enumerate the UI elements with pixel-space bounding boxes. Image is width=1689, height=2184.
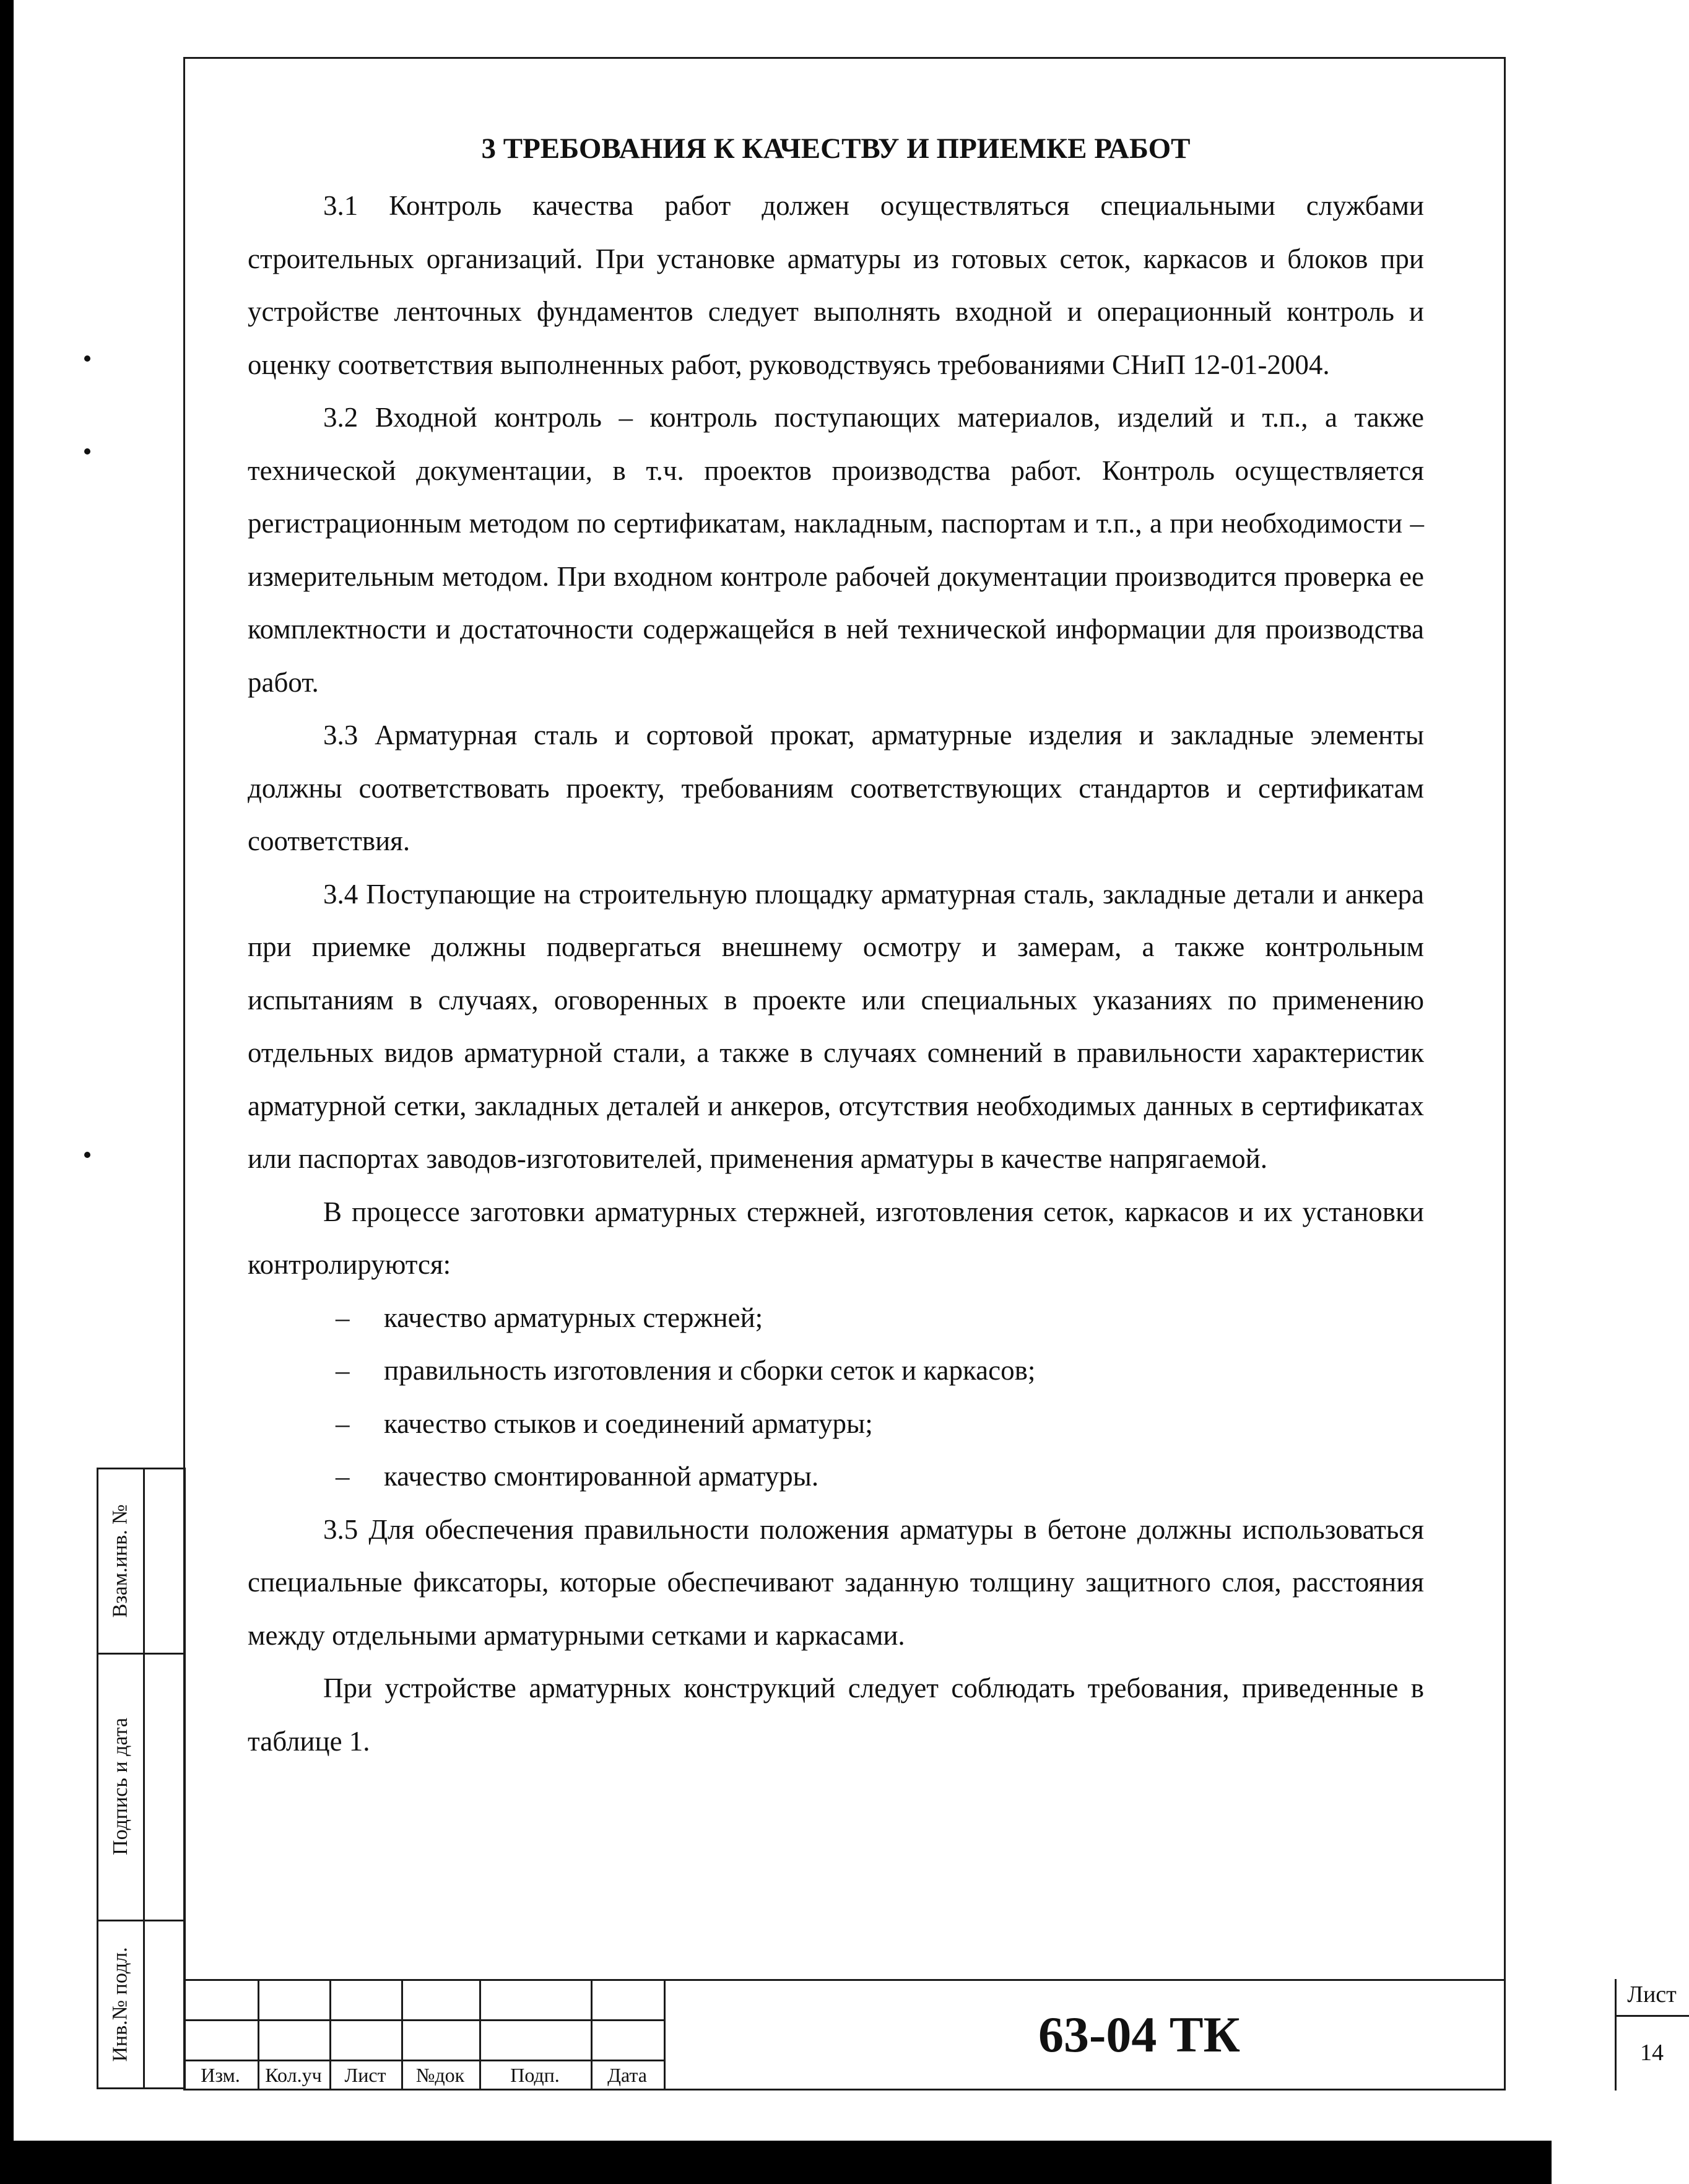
list-item [248,1292,1424,1345]
sheet-label: Лист [1627,1982,1677,2008]
list-item [248,1450,1424,1503]
document-code: 63-04 ТК [1038,2006,1240,2063]
title-block-header: №док [415,2063,465,2086]
title-block-header: Кол.уч [265,2063,322,2086]
list-item [248,1344,1424,1398]
side-label-replacement-inv: Взам.инв. № [109,1504,132,1618]
paragraph-table-ref: При устройстве арматурных конструкций следует соблюдать требования, приведенные в таблице 1. [248,1673,1424,1757]
list-item-text: качество смонтированной арматуры. [384,1461,819,1492]
list-item [248,1398,1424,1451]
side-cell-original-inv [98,1920,143,2089]
title-block-header: Дата [607,2063,647,2086]
sheet-number: 14 [1640,2040,1664,2066]
title-block-header: Лист [344,2063,386,2086]
list-item-text: качество арматурных стержней; [384,1302,763,1333]
paragraph-3-5: 3.5 Для обеспечения правильности положения арматуры в бетоне должны использоваться специальные фиксаторы, которые обеспечивают заданную толщину защитного слоя, расстояния между отдельными арматурными сетками и каркасами. [248,1513,1424,1651]
title-block-header: Изм. [201,2063,240,2086]
paragraph-3-2: 3.2 Входной контроль – контроль поступающих материалов, изделий и т.п., а также технической документации, в т.ч. проектов производства работ. Контроль осуществляется регистрационным методом по сертификатам, накладным, паспортам и т.п., а при необходимости – измерительным методом. При входном контроле рабочей документации производится проверка ее комплектности и достаточности содержащейся в ней технической информации для производства работ. [248,402,1424,698]
paragraph-3-3: 3.3 Арматурная сталь и сортовой прокат, арматурные изделия и закладные элементы должны соответствовать проекту, требованиям соответствующих стандартов и сертификатам соответствия. [248,720,1424,856]
side-label-original-inv: Инв.№ подл. [109,1947,132,2062]
side-stamp-divider [143,1469,145,2087]
list-item-text: правильность изготовления и сборки сеток и каркасов; [384,1355,1036,1386]
title-block-header: Подп. [510,2063,560,2086]
side-cell-signature [98,1653,143,1920]
list-item-text: качество стыков и соединений арматуры; [384,1407,873,1439]
side-cell-replacement [98,1469,143,1653]
scan-border-left [0,0,14,2184]
paragraph-3-4: 3.4 Поступающие на строительную площадку арматурная сталь, закладные детали и анкера при приемке должны подвергаться внешнему осмотру и замерам, а также контрольным испытаниям в случаях, оговоренных в проекте или специальных указаниях по применению отдельных видов арматурной стали, а также в случаях сомнений в правильности характеристик арматурной сетки, закладных деталей и анкеров, отсутствия необходимых данных в сертификатах или паспортах заводов-изготовителей, применения арматуры в качестве напрягаемой. [248,878,1424,1174]
control-list [248,1292,1424,1503]
scan-speck [84,448,90,455]
list-dash: – [336,1302,350,1333]
list-dash: – [336,1407,350,1439]
list-dash: – [336,1355,350,1386]
scan-speck [84,1152,90,1158]
title-block-line [183,2019,664,2021]
list-dash: – [336,1461,350,1492]
paragraph-control-intro: В процессе заготовки арматурных стержней, изготовления сеток, каркасов и их установки контролируются: [248,1196,1424,1280]
side-label-signature-date: Подпись и дата [109,1717,132,1855]
document-body [248,118,1424,1768]
scan-border-bottom [0,2141,1552,2184]
title-block [183,1979,1677,2090]
scan-speck [84,355,90,362]
side-stamp [97,1468,186,2089]
section-title: 3 ТРЕБОВАНИЯ К КАЧЕСТВУ И ПРИЕМКЕ РАБОТ [481,133,1191,165]
paragraph-3-1: 3.1 Контроль качества работ должен осуществляться специальными службами строительных организаций. При установке арматуры из готовых сеток, каркасов и блоков при устройстве ленточных фундаментов следует выполнять входной и операционный контроль и оценку соответствия выполненных работ, руководствуясь требованиями СНиП 12-01-2004. [248,190,1424,380]
